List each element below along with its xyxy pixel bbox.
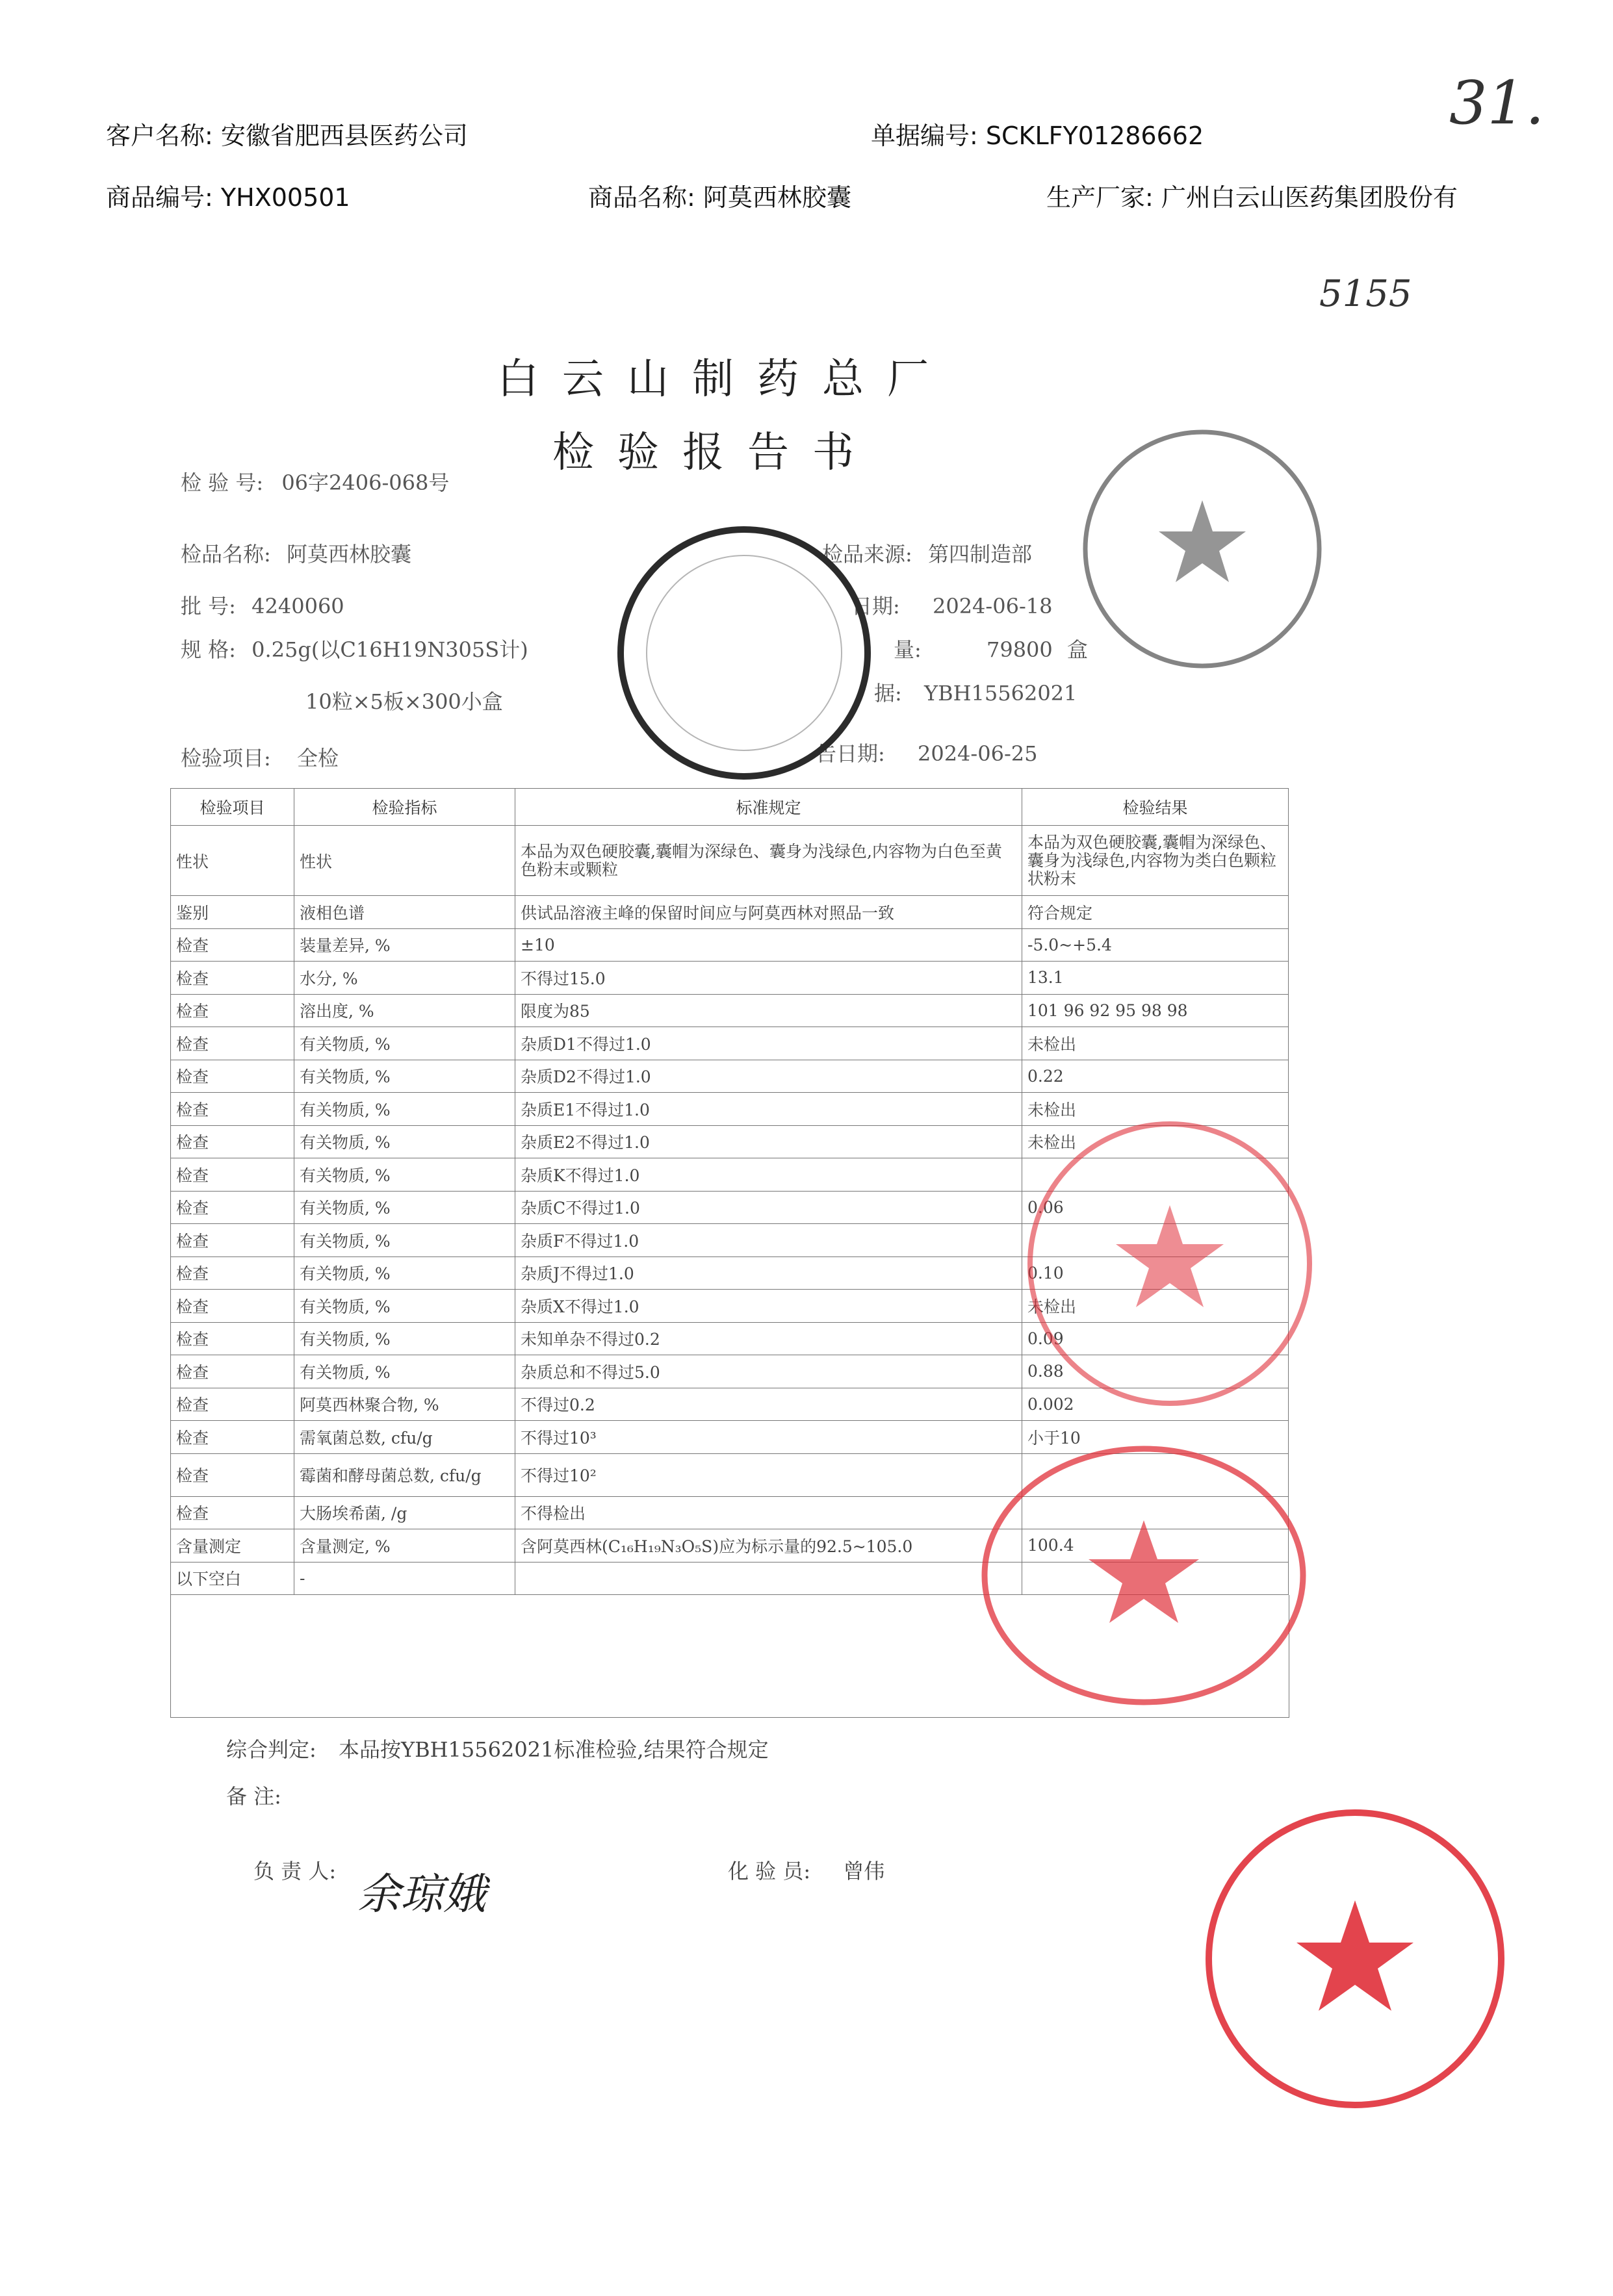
stamp-red-3 <box>1199 1803 1511 2115</box>
cell-item: 检查 <box>171 1322 294 1355</box>
cell-result: 小于10 <box>1022 1421 1289 1454</box>
spec-row <box>181 633 528 663</box>
cell-item: 检查 <box>171 1388 294 1421</box>
manufacturer-label: 生产厂家: <box>1046 183 1154 212</box>
cell-item: 检查 <box>171 1093 294 1126</box>
cell-standard: 杂质C不得过1.0 <box>515 1191 1022 1224</box>
spec-value: 0.25g(以C16H19N305S计) <box>252 637 528 662</box>
cell-standard: 杂质J不得过1.0 <box>515 1256 1022 1290</box>
responsible-signature: 余琼娥 <box>357 1869 486 1919</box>
header-index: 检验指标 <box>294 789 515 826</box>
cell-index: 霉菌和酵母菌总数, cfu/g <box>294 1453 515 1496</box>
cell-standard: 杂质F不得过1.0 <box>515 1224 1022 1257</box>
cell-standard: 限度为85 <box>515 994 1022 1027</box>
cell-index: 有关物质, % <box>294 1322 515 1355</box>
cell-standard: 杂质E2不得过1.0 <box>515 1125 1022 1158</box>
conclusion-label: 综合判定: <box>226 1737 316 1762</box>
product-code-label: 商品编号: <box>106 183 213 212</box>
cell-result: 未检出 <box>1022 1290 1289 1323</box>
date-value: 2024-06-18 <box>932 594 1053 619</box>
sample-name-value: 阿莫西林胶囊 <box>286 542 411 567</box>
batch-value: 4240060 <box>252 594 344 619</box>
stamp-black-round <box>611 520 877 786</box>
cell-standard: 不得过10³ <box>515 1421 1022 1454</box>
cell-item: 检查 <box>171 1290 294 1323</box>
cell-index: 阿莫西林聚合物, % <box>294 1388 515 1421</box>
table-row <box>171 994 1289 1027</box>
cell-index: 有关物质, % <box>294 1158 515 1192</box>
cell-index: 含量测定, % <box>294 1529 515 1563</box>
customer-row <box>106 116 468 151</box>
spec-label: 规 格: <box>181 637 236 662</box>
manufacturer-value: 广州白云山医药集团股份有 <box>1161 183 1458 212</box>
stamp-red-1 <box>1020 1114 1319 1413</box>
cell-standard: 供试品溶液主峰的保留时间应与阿莫西林对照品一致 <box>515 896 1022 929</box>
cell-result: 未检出 <box>1022 1125 1289 1158</box>
cell-result: 本品为双色硬胶囊,囊帽为深绿色、囊身为浅绿色,内容物为类白色颗粒状粉末 <box>1022 826 1289 896</box>
cell-result: 符合规定 <box>1022 896 1289 929</box>
cell-standard: 本品为双色硬胶囊,囊帽为深绿色、囊身为浅绿色,内容物为白色至黄色粉末或颗粒 <box>515 826 1022 896</box>
customer-label: 客户名称: <box>106 121 213 150</box>
product-name-label: 商品名称: <box>588 183 695 212</box>
handwritten-code: 5155 <box>1319 273 1412 315</box>
cell-result: 100.4 <box>1022 1529 1289 1563</box>
cell-result: 0.06 <box>1022 1191 1289 1224</box>
cell-index: 液相色谱 <box>294 896 515 929</box>
stamp-gray-round <box>1076 422 1329 676</box>
basis-label: 据: <box>874 681 902 706</box>
cell-item: 含量测定 <box>171 1529 294 1563</box>
product-code-value: YHX00501 <box>220 183 350 212</box>
cell-standard: 不得检出 <box>515 1496 1022 1529</box>
batch-row <box>181 590 344 620</box>
cell-standard: 不得过10² <box>515 1453 1022 1496</box>
batch-label: 批 号: <box>181 594 236 619</box>
table-row <box>171 928 1289 962</box>
report-date-label: 告日期: <box>816 741 885 766</box>
basis-value: YBH15562021 <box>923 681 1077 706</box>
cell-standard: 含阿莫西林(C₁₆H₁₉N₃O₅S)应为标示量的92.5~105.0 <box>515 1529 1022 1563</box>
conclusion-row <box>226 1733 769 1763</box>
cell-result: 0.22 <box>1022 1060 1289 1093</box>
quantity-value: 79800 <box>986 637 1053 662</box>
cell-result: 未检出 <box>1022 1027 1289 1060</box>
sample-source-value: 第四制造部 <box>927 542 1032 567</box>
quantity-label: 量: <box>894 637 922 662</box>
responsible-label: 负 责 人: <box>253 1859 337 1883</box>
cell-standard: 杂质D2不得过1.0 <box>515 1060 1022 1093</box>
cell-index: 有关物质, % <box>294 1191 515 1224</box>
cell-index: 有关物质, % <box>294 1027 515 1060</box>
cell-result: 0.10 <box>1022 1256 1289 1290</box>
remark-row <box>226 1780 281 1810</box>
cell-item: 性状 <box>171 826 294 896</box>
cell-standard: 杂质总和不得过5.0 <box>515 1355 1022 1388</box>
cell-standard: 杂质K不得过1.0 <box>515 1158 1022 1192</box>
cell-result: 101 96 92 95 98 98 <box>1022 994 1289 1027</box>
report-title-line2: 检验报告书 <box>552 429 877 477</box>
cell-index: 需氧菌总数, cfu/g <box>294 1421 515 1454</box>
cell-standard: 杂质E1不得过1.0 <box>515 1093 1022 1126</box>
sample-name-label: 检品名称: <box>181 542 271 567</box>
header-item: 检验项目 <box>171 789 294 826</box>
handwritten-page-no: 31. <box>1449 68 1545 138</box>
responsible-row <box>253 1855 336 1885</box>
cell-index: 有关物质, % <box>294 1355 515 1388</box>
cell-index: 装量差异, % <box>294 928 515 962</box>
cell-standard: 杂质X不得过1.0 <box>515 1290 1022 1323</box>
cell-item: 检查 <box>171 962 294 995</box>
packing: 10粒×5板×300小盒 <box>305 689 503 714</box>
cell-index: 性状 <box>294 826 515 896</box>
report-title-line1: 白云山制药总厂 <box>497 355 952 403</box>
cell-item: 检查 <box>171 1158 294 1192</box>
cell-standard: ±10 <box>515 928 1022 962</box>
cell-standard <box>515 1562 1022 1595</box>
remark-label: 备 注: <box>226 1784 281 1809</box>
cell-result: 0.09 <box>1022 1322 1289 1355</box>
conclusion-value: 本品按YBH15562021标准检验,结果符合规定 <box>338 1737 769 1762</box>
cell-item: 检查 <box>171 1191 294 1224</box>
cell-item: 检查 <box>171 1256 294 1290</box>
basis-row <box>874 677 1077 707</box>
cell-item: 检查 <box>171 1027 294 1060</box>
items-label: 检验项目: <box>181 746 271 771</box>
sample-source-label: 检品来源: <box>822 542 912 567</box>
items-value: 全检 <box>296 746 339 771</box>
doc-no-value: SCKLFY01286662 <box>985 121 1204 150</box>
cell-result: -5.0~+5.4 <box>1022 928 1289 962</box>
doc-no-label: 单据编号: <box>871 121 978 150</box>
cell-standard: 不得过0.2 <box>515 1388 1022 1421</box>
cell-item: 检查 <box>171 1125 294 1158</box>
product-name-value: 阿莫西林胶囊 <box>703 183 851 212</box>
header-standard: 标准规定 <box>515 789 1022 826</box>
cell-item: 鉴别 <box>171 896 294 929</box>
table-row <box>171 1060 1289 1093</box>
cell-index: 水分, % <box>294 962 515 995</box>
stamp-red-2 <box>975 1439 1313 1712</box>
cell-item: 检查 <box>171 1355 294 1388</box>
date-row <box>851 590 1052 620</box>
manufacturer-row <box>1046 177 1458 213</box>
cell-standard: 不得过15.0 <box>515 962 1022 995</box>
cell-item: 检查 <box>171 1453 294 1496</box>
cell-index: - <box>294 1562 515 1595</box>
cell-result: 0.88 <box>1022 1355 1289 1388</box>
sample-name-row <box>181 538 411 568</box>
cell-standard: 未知单杂不得过0.2 <box>515 1322 1022 1355</box>
cell-item: 检查 <box>171 994 294 1027</box>
cell-index: 有关物质, % <box>294 1256 515 1290</box>
cell-index: 有关物质, % <box>294 1060 515 1093</box>
header-result: 检验结果 <box>1022 789 1289 826</box>
customer-value: 安徽省肥西县医药公司 <box>220 121 468 150</box>
table-header-row <box>171 789 1289 826</box>
report-date-value: 2024-06-25 <box>917 741 1038 766</box>
inspection-no-row <box>181 466 449 496</box>
quantity-row <box>894 633 1088 663</box>
cell-result: 0.002 <box>1022 1388 1289 1421</box>
cell-index: 大肠埃希菌, /g <box>294 1496 515 1529</box>
date-label: 日期: <box>851 594 900 619</box>
cell-index: 有关物质, % <box>294 1224 515 1257</box>
cell-item: 检查 <box>171 1224 294 1257</box>
product-code-row <box>106 177 350 213</box>
cell-standard: 杂质D1不得过1.0 <box>515 1027 1022 1060</box>
product-name-row <box>588 177 851 213</box>
cell-index: 溶出度, % <box>294 994 515 1027</box>
table-row <box>171 962 1289 995</box>
inspection-no-label: 检 验 号: <box>181 470 264 495</box>
inspection-no-value: 06字2406-068号 <box>281 470 450 495</box>
table-row <box>171 896 1289 929</box>
table-row <box>171 1027 1289 1060</box>
cell-index: 有关物质, % <box>294 1290 515 1323</box>
cell-item: 检查 <box>171 1496 294 1529</box>
cell-result: 13.1 <box>1022 962 1289 995</box>
doc-no-row <box>871 116 1204 151</box>
inspector-label: 化 验 员: <box>728 1859 811 1883</box>
cell-item: 检查 <box>171 928 294 962</box>
cell-item: 检查 <box>171 1421 294 1454</box>
cell-index: 有关物质, % <box>294 1093 515 1126</box>
cell-item: 以下空白 <box>171 1562 294 1595</box>
cell-index: 有关物质, % <box>294 1125 515 1158</box>
cell-result: 未检出 <box>1022 1093 1289 1126</box>
inspector-value: 曾伟 <box>843 1859 885 1883</box>
inspector-row <box>728 1855 884 1885</box>
items-row <box>181 742 339 772</box>
cell-item: 检查 <box>171 1060 294 1093</box>
quantity-unit: 盒 <box>1066 637 1088 662</box>
table-row <box>171 826 1289 896</box>
